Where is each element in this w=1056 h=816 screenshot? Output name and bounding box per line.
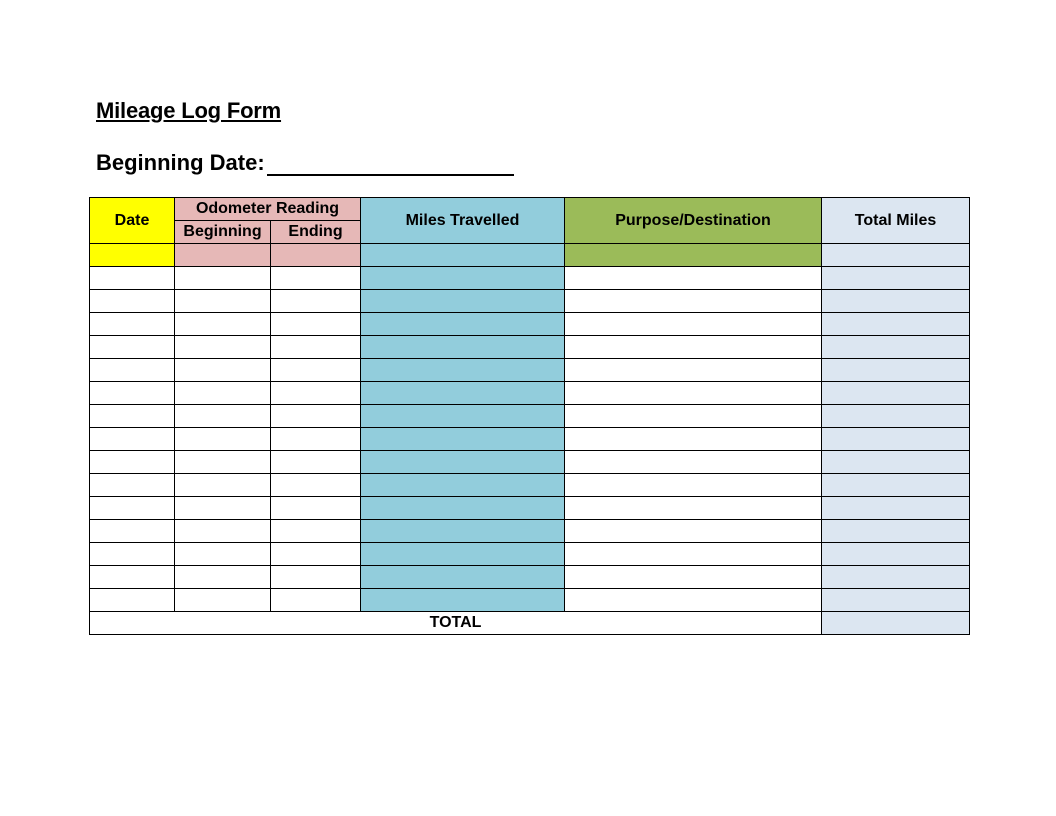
form-title: Mileage Log Form xyxy=(96,98,282,123)
beginning-date-label: Beginning Date: xyxy=(96,150,265,175)
purpose-cell[interactable] xyxy=(565,359,822,382)
purpose-cell[interactable] xyxy=(565,451,822,474)
purpose-cell[interactable] xyxy=(565,474,822,497)
date-cell[interactable] xyxy=(90,428,175,451)
log-entry-row xyxy=(90,451,970,474)
log-entry-row xyxy=(90,382,970,405)
purpose-cell[interactable] xyxy=(565,566,822,589)
miles-travelled-cell[interactable] xyxy=(361,244,565,267)
date-cell[interactable] xyxy=(90,244,175,267)
beginning-cell[interactable] xyxy=(175,589,271,612)
log-entry-row xyxy=(90,497,970,520)
miles-travelled-cell[interactable] xyxy=(361,451,565,474)
beginning-cell[interactable] xyxy=(175,566,271,589)
header-total-miles: Total Miles xyxy=(822,198,970,244)
total-miles-cell[interactable] xyxy=(822,382,970,405)
header-purpose-destination: Purpose/Destination xyxy=(565,198,822,244)
ending-cell[interactable] xyxy=(271,336,361,359)
date-cell[interactable] xyxy=(90,566,175,589)
purpose-cell[interactable] xyxy=(565,313,822,336)
purpose-cell[interactable] xyxy=(565,497,822,520)
log-entry-row xyxy=(90,474,970,497)
purpose-cell[interactable] xyxy=(565,405,822,428)
miles-travelled-cell[interactable] xyxy=(361,313,565,336)
total-miles-cell[interactable] xyxy=(822,290,970,313)
miles-travelled-cell[interactable] xyxy=(361,359,565,382)
ending-cell[interactable] xyxy=(271,382,361,405)
miles-travelled-cell[interactable] xyxy=(361,382,565,405)
beginning-cell[interactable] xyxy=(175,244,271,267)
mileage-log-table xyxy=(89,197,970,635)
ending-cell[interactable] xyxy=(271,244,361,267)
date-cell[interactable] xyxy=(90,589,175,612)
total-miles-cell[interactable] xyxy=(822,474,970,497)
date-cell[interactable] xyxy=(90,382,175,405)
purpose-cell[interactable] xyxy=(565,382,822,405)
beginning-cell[interactable] xyxy=(175,382,271,405)
header-ending: Ending xyxy=(271,221,361,244)
beginning-date-field[interactable] xyxy=(96,150,514,176)
date-cell[interactable] xyxy=(90,290,175,313)
beginning-cell[interactable] xyxy=(175,451,271,474)
ending-cell[interactable] xyxy=(271,566,361,589)
total-miles-cell[interactable] xyxy=(822,566,970,589)
ending-cell[interactable] xyxy=(271,313,361,336)
beginning-cell[interactable] xyxy=(175,290,271,313)
beginning-cell[interactable] xyxy=(175,267,271,290)
ending-cell[interactable] xyxy=(271,474,361,497)
purpose-cell[interactable] xyxy=(565,244,822,267)
total-miles-cell[interactable] xyxy=(822,244,970,267)
beginning-cell[interactable] xyxy=(175,543,271,566)
log-entries xyxy=(90,244,970,612)
total-miles-cell[interactable] xyxy=(822,359,970,382)
date-cell[interactable] xyxy=(90,451,175,474)
total-miles-cell[interactable] xyxy=(822,336,970,359)
date-cell[interactable] xyxy=(90,543,175,566)
log-entry-row xyxy=(90,267,970,290)
header-odometer-reading: Odometer Reading xyxy=(175,198,361,221)
total-miles-cell[interactable] xyxy=(822,589,970,612)
ending-cell[interactable] xyxy=(271,267,361,290)
miles-travelled-cell[interactable] xyxy=(361,543,565,566)
date-cell[interactable] xyxy=(90,336,175,359)
total-miles-cell[interactable] xyxy=(822,520,970,543)
beginning-date-blank-line[interactable] xyxy=(267,150,514,176)
log-entry-row xyxy=(90,336,970,359)
header-beginning: Beginning xyxy=(175,221,271,244)
miles-travelled-cell[interactable] xyxy=(361,428,565,451)
ending-cell[interactable] xyxy=(271,428,361,451)
date-cell[interactable] xyxy=(90,520,175,543)
beginning-cell[interactable] xyxy=(175,313,271,336)
ending-cell[interactable] xyxy=(271,290,361,313)
total-miles-cell[interactable] xyxy=(822,267,970,290)
beginning-cell[interactable] xyxy=(175,474,271,497)
ending-cell[interactable] xyxy=(271,405,361,428)
miles-travelled-cell[interactable] xyxy=(361,405,565,428)
ending-cell[interactable] xyxy=(271,589,361,612)
colored-entry-row xyxy=(90,244,970,267)
purpose-cell[interactable] xyxy=(565,290,822,313)
ending-cell[interactable] xyxy=(271,451,361,474)
ending-cell[interactable] xyxy=(271,543,361,566)
beginning-cell[interactable] xyxy=(175,359,271,382)
total-miles-cell[interactable] xyxy=(822,405,970,428)
log-entry-row xyxy=(90,543,970,566)
miles-travelled-cell[interactable] xyxy=(361,566,565,589)
log-entry-row xyxy=(90,589,970,612)
purpose-cell[interactable] xyxy=(565,520,822,543)
date-cell[interactable] xyxy=(90,359,175,382)
beginning-cell[interactable] xyxy=(175,497,271,520)
log-entry-row xyxy=(90,428,970,451)
beginning-cell[interactable] xyxy=(175,428,271,451)
log-entry-row xyxy=(90,313,970,336)
total-miles-cell[interactable] xyxy=(822,497,970,520)
miles-travelled-cell[interactable] xyxy=(361,497,565,520)
beginning-cell[interactable] xyxy=(175,520,271,543)
log-entry-row xyxy=(90,359,970,382)
date-cell[interactable] xyxy=(90,497,175,520)
header-miles-travelled: Miles Travelled xyxy=(361,198,565,244)
miles-travelled-cell[interactable] xyxy=(361,267,565,290)
miles-travelled-cell[interactable] xyxy=(361,336,565,359)
miles-travelled-cell[interactable] xyxy=(361,520,565,543)
ending-cell[interactable] xyxy=(271,497,361,520)
miles-travelled-cell[interactable] xyxy=(361,474,565,497)
log-entry-row xyxy=(90,520,970,543)
date-cell[interactable] xyxy=(90,267,175,290)
total-miles-cell[interactable] xyxy=(822,428,970,451)
log-entry-row xyxy=(90,290,970,313)
miles-travelled-cell[interactable] xyxy=(361,589,565,612)
miles-travelled-cell[interactable] xyxy=(361,290,565,313)
date-cell[interactable] xyxy=(90,405,175,428)
total-miles-cell[interactable] xyxy=(822,543,970,566)
purpose-cell[interactable] xyxy=(565,336,822,359)
ending-cell[interactable] xyxy=(271,520,361,543)
total-row xyxy=(90,612,970,635)
purpose-cell[interactable] xyxy=(565,267,822,290)
grand-total-cell[interactable] xyxy=(822,612,970,635)
total-miles-cell[interactable] xyxy=(822,451,970,474)
total-miles-cell[interactable] xyxy=(822,313,970,336)
date-cell[interactable] xyxy=(90,474,175,497)
purpose-cell[interactable] xyxy=(565,543,822,566)
purpose-cell[interactable] xyxy=(565,589,822,612)
header-date: Date xyxy=(90,198,175,244)
beginning-cell[interactable] xyxy=(175,405,271,428)
beginning-cell[interactable] xyxy=(175,336,271,359)
log-entry-row xyxy=(90,566,970,589)
ending-cell[interactable] xyxy=(271,359,361,382)
purpose-cell[interactable] xyxy=(565,428,822,451)
date-cell[interactable] xyxy=(90,313,175,336)
total-label: TOTAL xyxy=(90,612,822,635)
log-entry-row xyxy=(90,405,970,428)
